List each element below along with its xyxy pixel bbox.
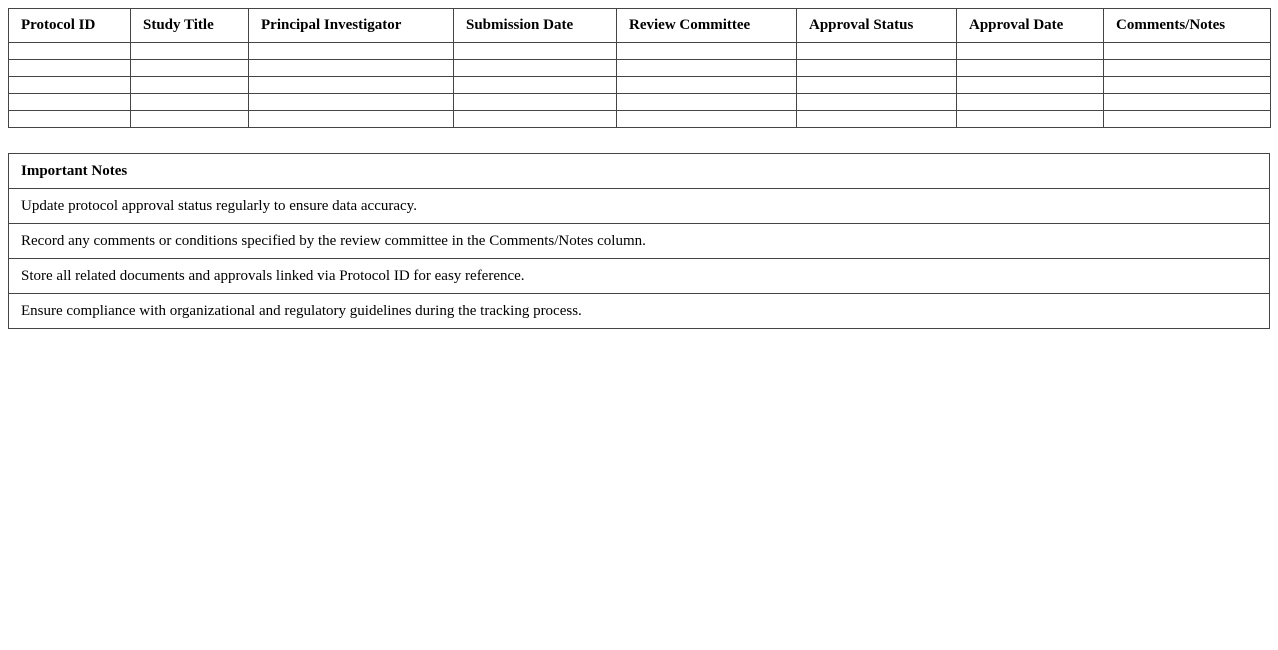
table-cell[interactable] (249, 94, 454, 111)
table-cell[interactable] (617, 94, 797, 111)
table-row (9, 111, 1271, 128)
notes-title-row (9, 154, 1270, 189)
table-cell[interactable] (9, 77, 131, 94)
table-cell[interactable] (1104, 77, 1271, 94)
table-cell[interactable] (617, 60, 797, 77)
header-comments-notes: Comments/Notes (1104, 9, 1271, 43)
table-cell[interactable] (249, 43, 454, 60)
table-cell[interactable] (454, 77, 617, 94)
table-cell[interactable] (797, 77, 957, 94)
important-notes-table (8, 153, 1270, 329)
list-item (9, 224, 1270, 259)
table-cell[interactable] (454, 111, 617, 128)
table-cell[interactable] (797, 43, 957, 60)
table-cell[interactable] (131, 77, 249, 94)
table-cell[interactable] (957, 94, 1104, 111)
note-text: Record any comments or conditions specified by the review committee in the Comments/Notes column. (9, 224, 1270, 259)
table-cell[interactable] (797, 60, 957, 77)
table-cell[interactable] (249, 77, 454, 94)
table-cell[interactable] (1104, 111, 1271, 128)
table-cell[interactable] (957, 60, 1104, 77)
table-cell[interactable] (1104, 43, 1271, 60)
table-row (9, 77, 1271, 94)
table-cell[interactable] (617, 43, 797, 60)
table-cell[interactable] (797, 111, 957, 128)
table-cell[interactable] (9, 111, 131, 128)
header-approval-date: Approval Date (957, 9, 1104, 43)
table-cell[interactable] (957, 111, 1104, 128)
table-cell[interactable] (617, 77, 797, 94)
header-submission-date: Submission Date (454, 9, 617, 43)
table-cell[interactable] (454, 43, 617, 60)
list-item (9, 259, 1270, 294)
table-cell[interactable] (9, 43, 131, 60)
table-cell[interactable] (617, 111, 797, 128)
table-cell[interactable] (131, 43, 249, 60)
table-cell[interactable] (454, 60, 617, 77)
table-cell[interactable] (957, 43, 1104, 60)
list-item (9, 294, 1270, 329)
table-cell[interactable] (131, 111, 249, 128)
notes-title: Important Notes (9, 154, 1270, 189)
table-cell[interactable] (249, 60, 454, 77)
table-row (9, 94, 1271, 111)
table-cell[interactable] (957, 77, 1104, 94)
table-cell[interactable] (249, 111, 454, 128)
table-cell[interactable] (131, 94, 249, 111)
note-text: Ensure compliance with organizational and regulatory guidelines during the tracking process. (9, 294, 1270, 329)
header-review-committee: Review Committee (617, 9, 797, 43)
protocol-tracking-table (8, 8, 1271, 128)
table-cell[interactable] (454, 94, 617, 111)
table-cell[interactable] (1104, 60, 1271, 77)
table-cell[interactable] (1104, 94, 1271, 111)
note-text: Update protocol approval status regularly to ensure data accuracy. (9, 189, 1270, 224)
table-cell[interactable] (9, 60, 131, 77)
header-study-title: Study Title (131, 9, 249, 43)
table-header-row (9, 9, 1271, 43)
note-text: Store all related documents and approvals linked via Protocol ID for easy reference. (9, 259, 1270, 294)
table-cell[interactable] (797, 94, 957, 111)
header-approval-status: Approval Status (797, 9, 957, 43)
header-principal-investigator: Principal Investigator (249, 9, 454, 43)
table-row (9, 60, 1271, 77)
table-row (9, 43, 1271, 60)
list-item (9, 189, 1270, 224)
table-cell[interactable] (9, 94, 131, 111)
table-cell[interactable] (131, 60, 249, 77)
header-protocol-id: Protocol ID (9, 9, 131, 43)
